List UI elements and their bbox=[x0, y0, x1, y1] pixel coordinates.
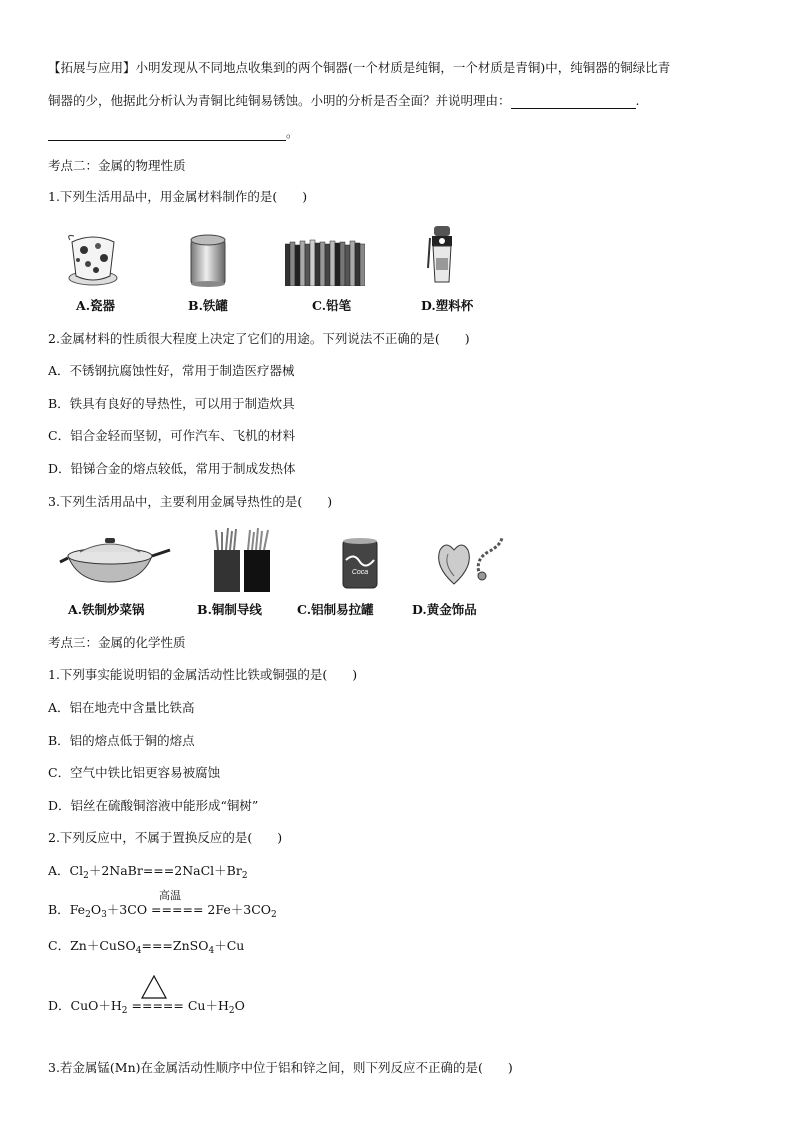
formula-sub: 2 bbox=[85, 910, 91, 920]
formula-part: CuO＋H bbox=[70, 998, 122, 1013]
formula-sub: 2 bbox=[271, 910, 277, 920]
formula-part: ＋Cu bbox=[214, 938, 245, 953]
formula-sub: 2 bbox=[83, 871, 89, 881]
formula-part: O bbox=[234, 998, 245, 1013]
s2-q1-option-d[interactable]: D.塑料杯 bbox=[421, 298, 474, 313]
equals-arrow: ===== bbox=[127, 998, 188, 1013]
s3-q2-stem: 2.下列反应中，不属于置换反应的是( ) bbox=[48, 830, 283, 845]
pencils-image bbox=[285, 238, 365, 286]
formula-part: 2Fe＋3CO bbox=[203, 902, 272, 917]
intro-period: 。 bbox=[286, 125, 299, 140]
formula-part: Cu＋H bbox=[187, 998, 229, 1013]
section2-title: 考点二：金属的物理性质 bbox=[48, 158, 186, 173]
copper-wire-image bbox=[210, 528, 276, 592]
s2-q3-option-d[interactable]: D.黄金饰品 bbox=[412, 602, 477, 617]
heat-triangle-icon bbox=[140, 974, 168, 1000]
answer-blank-2[interactable] bbox=[48, 127, 286, 141]
s2-q1-option-c[interactable]: C.铅笔 bbox=[312, 298, 352, 313]
option-label: C． bbox=[48, 938, 71, 953]
s2-q2-option-d[interactable]: D．铅锑合金的熔点较低，常用于制成发热体 bbox=[48, 461, 296, 476]
formula-part: Fe bbox=[69, 902, 86, 917]
s2-q3-option-c[interactable]: C.铝制易拉罐 bbox=[297, 602, 374, 617]
option-label: B． bbox=[48, 902, 70, 917]
formula-part: Zn＋CuSO bbox=[70, 938, 136, 953]
s2-q2-option-a[interactable]: A．不锈钢抗腐蚀性好，常用于制造医疗器械 bbox=[48, 363, 295, 378]
reaction-condition-high-temp: 高温 bbox=[159, 889, 182, 902]
s2-q1-option-b[interactable]: B.铁罐 bbox=[188, 298, 228, 313]
option-label: A． bbox=[48, 863, 70, 878]
s2-q3-stem: 3.下列生活用品中，主要利用金属导热性的是( ) bbox=[48, 494, 333, 509]
s3-q2-option-d[interactable] bbox=[48, 998, 245, 1014]
s2-q1-option-a[interactable]: A.瓷器 bbox=[76, 298, 116, 313]
formula-sub: 2 bbox=[228, 1006, 235, 1016]
porcelain-image bbox=[62, 228, 124, 290]
formula-part: ＋2NaBr===2NaCl＋Br bbox=[88, 863, 242, 878]
formula-sub: 4 bbox=[135, 946, 142, 956]
s3-q1-option-b[interactable]: B．铝的熔点低于铜的熔点 bbox=[48, 733, 195, 748]
answer-blank-1[interactable] bbox=[511, 95, 636, 109]
formula-sub: 2 bbox=[241, 871, 248, 881]
intro-line-1: 【拓展与应用】小明发现从不同地点收集到的两个铜器(一个材质是纯铜，一个材质是青铜)中，纯铜器的铜绿比青 bbox=[48, 60, 671, 75]
formula-part: Cl bbox=[69, 863, 84, 878]
s3-q1-stem: 1.下列事实能说明铝的金属活动性比铁或铜强的是( ) bbox=[48, 667, 358, 682]
s3-q1-option-c[interactable]: C．空气中铁比铝更容易被腐蚀 bbox=[48, 765, 221, 780]
wok-image bbox=[58, 534, 172, 586]
s3-q1-option-a[interactable]: A．铝在地壳中含量比铁高 bbox=[48, 700, 195, 715]
s2-q3-option-a[interactable]: A.铁制炒菜锅 bbox=[68, 602, 145, 617]
formula-part: ＋3CO bbox=[106, 902, 148, 917]
s2-q2-option-c[interactable]: C．铝合金轻而坚韧，可作汽车、飞机的材料 bbox=[48, 428, 296, 443]
s2-q3-option-b[interactable]: B.铜制导线 bbox=[197, 602, 262, 617]
formula-sub: 4 bbox=[208, 946, 215, 956]
gold-jewelry-image bbox=[432, 536, 506, 586]
intro-line-2: 铜器的少，他据此分析认为青铜比纯铜易锈蚀。小明的分析是否全面？并说明理由： . bbox=[48, 93, 640, 108]
intro-line-2-text: 铜器的少，他据此分析认为青铜比纯铜易锈蚀。小明的分析是否全面？并说明理由： bbox=[48, 93, 511, 108]
reaction-arrow bbox=[151, 889, 204, 918]
equals-arrow: ===== bbox=[151, 902, 204, 917]
s3-q1-option-d[interactable]: D．铝丝在硫酸铜溶液中能形成“铜树” bbox=[48, 798, 259, 813]
s2-q1-stem: 1.下列生活用品中，用金属材料制作的是( ) bbox=[48, 189, 308, 204]
s3-q2-option-b[interactable] bbox=[48, 889, 277, 920]
option-label: D． bbox=[48, 998, 71, 1013]
aluminum-can-image bbox=[340, 536, 380, 590]
intro-line-3 bbox=[48, 125, 299, 141]
formula-sub: 2 bbox=[121, 1006, 128, 1016]
formula-sub: 3 bbox=[101, 910, 107, 920]
s3-q3-stem: 3.若金属锰(Mn)在金属活动性顺序中位于铝和锌之间，则下列反应不正确的是( ) bbox=[48, 1060, 513, 1075]
s2-q2-stem: 2.金属材料的性质很大程度上决定了它们的用途。下列说法不正确的是( ) bbox=[48, 331, 470, 346]
svg-text:Coca: Coca bbox=[351, 569, 369, 576]
iron-can-image bbox=[188, 232, 228, 288]
s3-q2-option-a[interactable] bbox=[48, 863, 248, 879]
section3-title: 考点三：金属的化学性质 bbox=[48, 635, 186, 650]
s3-q2-option-c[interactable] bbox=[48, 938, 244, 954]
formula-part: ===ZnSO bbox=[141, 938, 209, 953]
formula-part: O bbox=[90, 902, 102, 917]
s2-q2-option-b[interactable]: B．铁具有良好的导热性，可以用于制造炊具 bbox=[48, 396, 295, 411]
plastic-cup-image bbox=[425, 224, 459, 290]
